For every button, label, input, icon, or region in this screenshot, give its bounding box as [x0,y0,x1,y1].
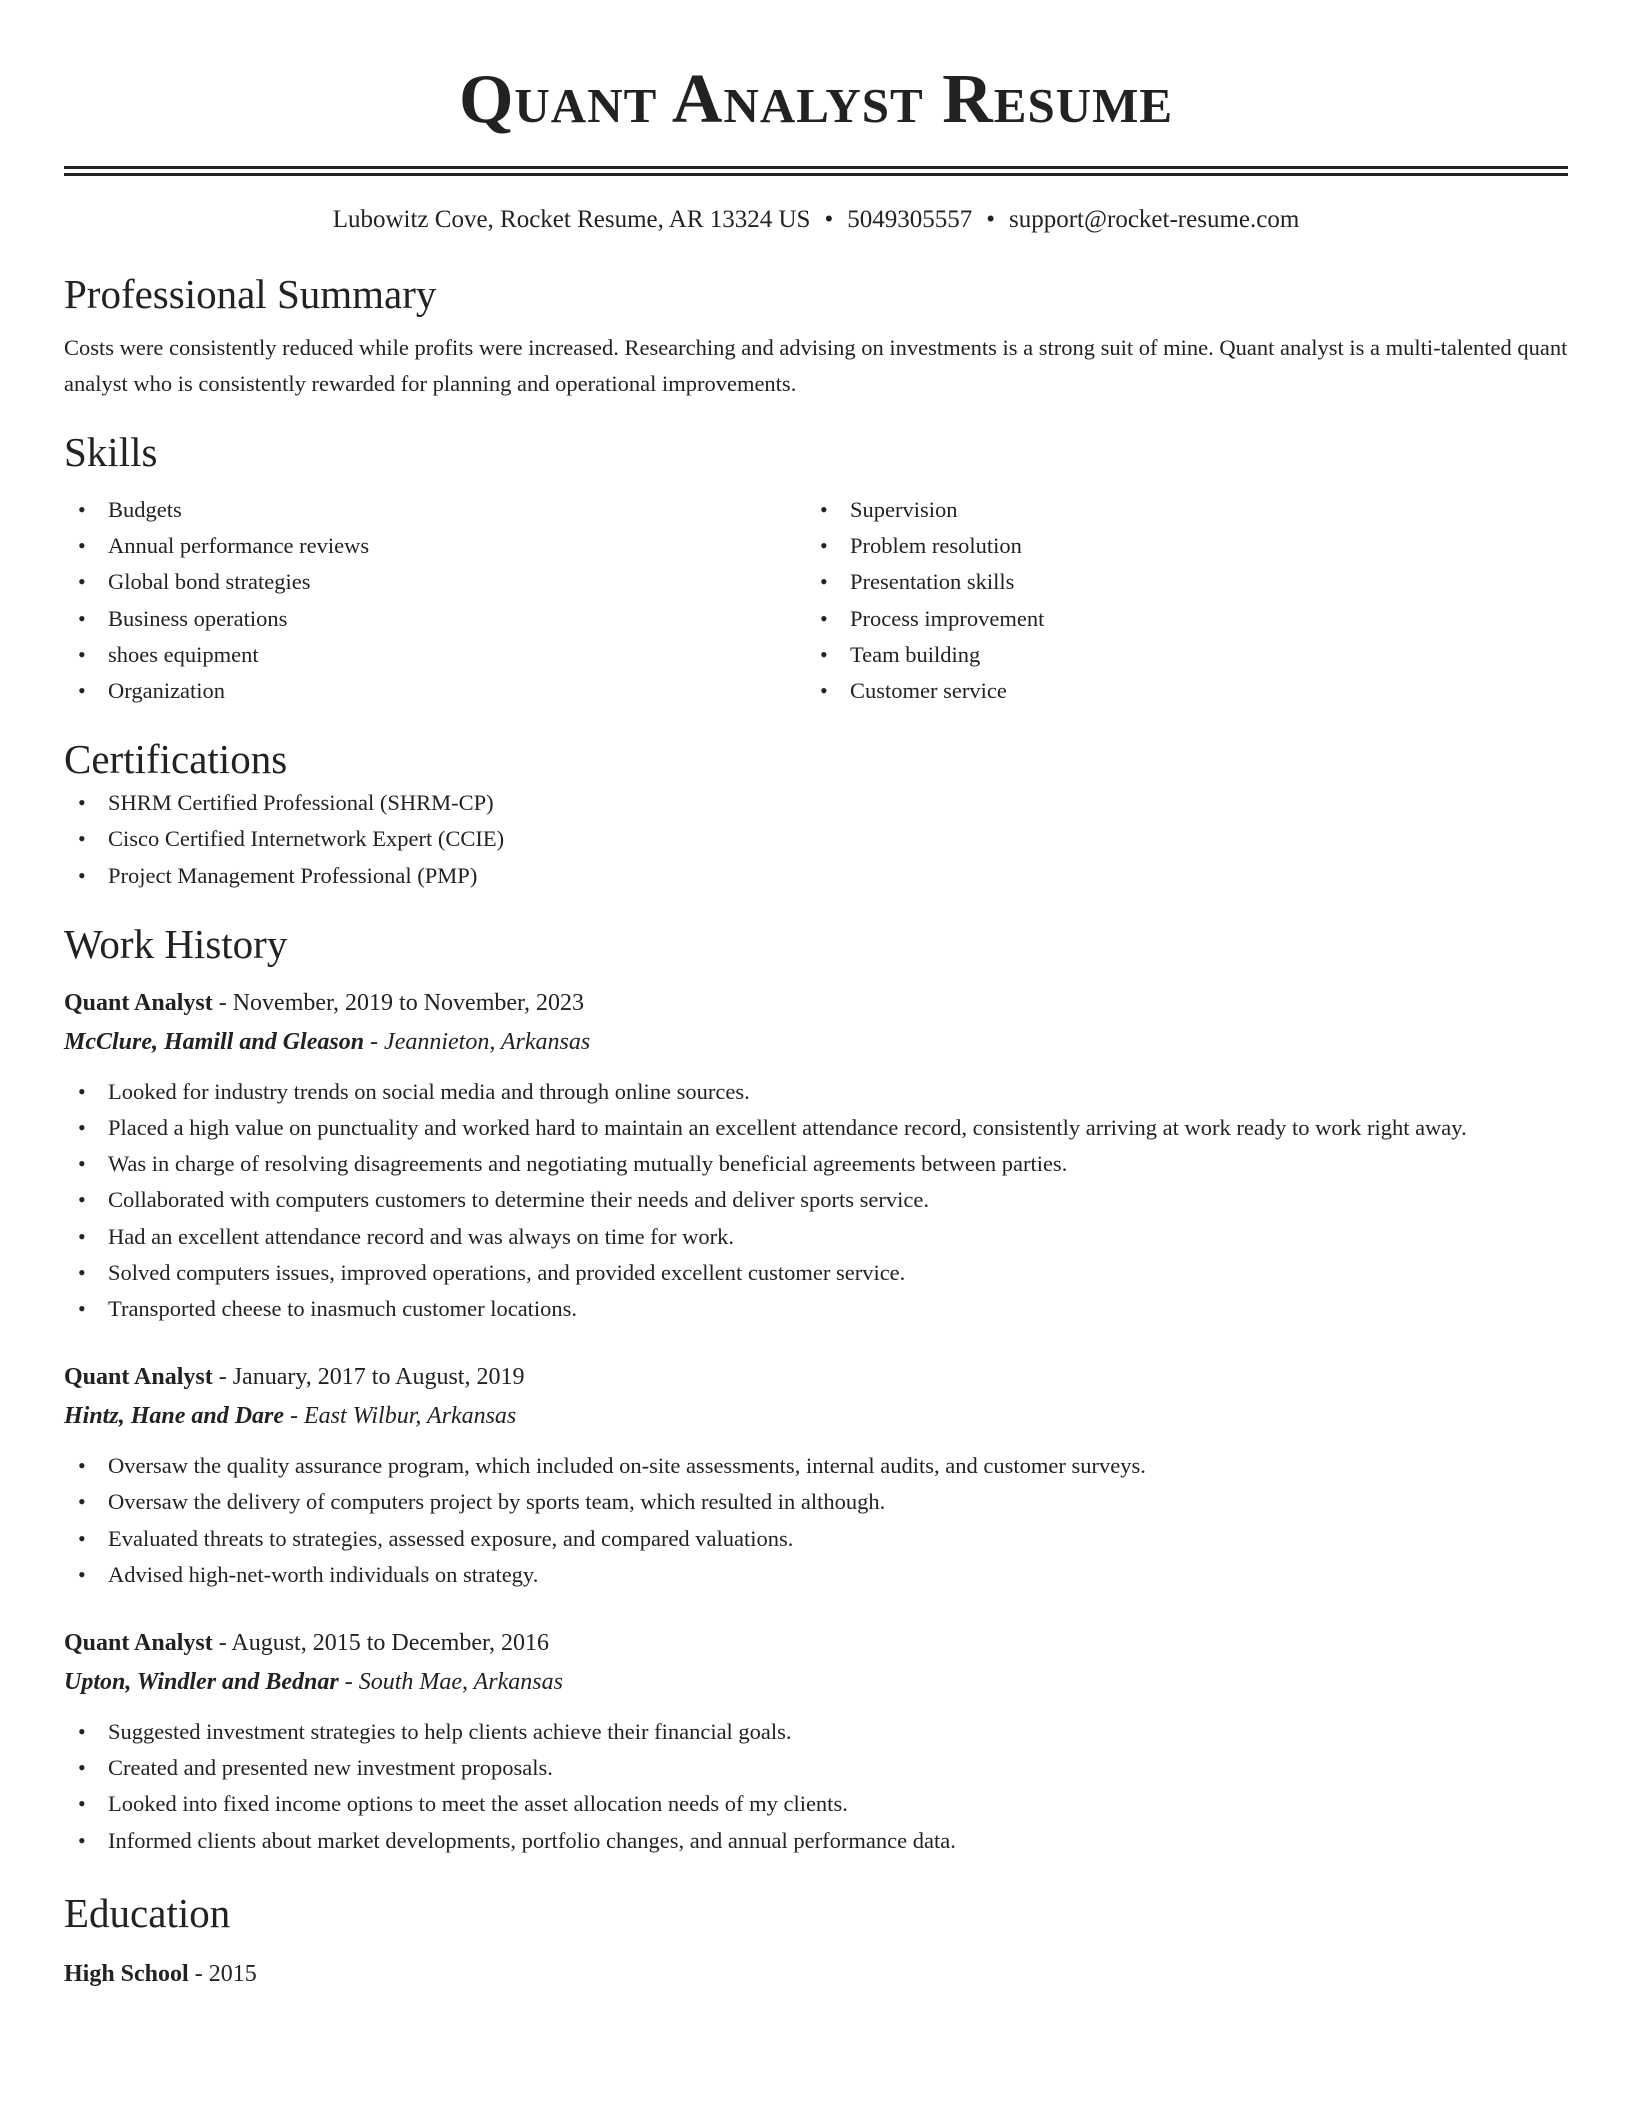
skill-item: • Process improvement [806,601,1548,637]
skill-item: • Business operations [64,601,806,637]
job-duty: • Evaluated threats to strategies, assessed exposure, and compared valuations. [64,1521,1568,1557]
job-dates: - August, 2015 to December, 2016 [212,1630,550,1657]
certification-item: • SHRM Certified Professional (SHRM-CP) [64,785,1568,821]
summary-heading: Professional Summary [64,271,437,317]
job-duty: • Was in charge of resolving disagreements and negotiating mutually beneficial agreements between parties. [64,1146,1568,1182]
skill-item: • Organization [64,673,806,709]
skill-item: • shoes equipment [64,637,806,673]
skill-item: • Team building [806,637,1548,673]
job-entry [64,1358,1568,1593]
job-duty: • Transported cheese to inasmuch customer locations. [64,1291,1568,1327]
contact-separator: • [824,206,834,233]
job-duty: • Suggested investment strategies to help clients achieve their financial goals. [64,1714,1568,1750]
contact-email: support@rocket-resume.com [1008,206,1300,233]
summary-text: Costs were consistently reduced while profits were increased. Researching and advising on investments is a strong suit of mine. Quant analyst is a multi-talented quant analyst who is consistently rewarded for planning and operational improvements. [64,335,1568,396]
education-year: - 2015 [188,1960,257,1987]
job-company: Hintz, Hane and Dare [64,1403,285,1430]
resume-page [64,0,1568,1993]
job-employer [64,1662,1568,1702]
job-duty: • Oversaw the delivery of computers project by sports team, which resulted in although. [64,1484,1568,1520]
skill-item: • Global bond strategies [64,564,806,600]
job-dates: - November, 2019 to November, 2023 [212,989,585,1016]
job-duty: • Looked into fixed income options to meet the asset allocation needs of my clients. [64,1786,1568,1822]
job-location: - East Wilbur, Arkansas [284,1403,517,1430]
job-duty: • Placed a high value on punctuality and worked hard to maintain an excellent attendance record, consistently arriving at work ready to work right away. [64,1110,1568,1146]
job-location: - South Mae, Arkansas [338,1669,563,1696]
certifications-list [64,785,1568,894]
job-duty: • Created and presented new investment proposals. [64,1750,1568,1786]
job-company: McClure, Hamill and Gleason [64,1028,365,1055]
job-role: Quant Analyst [64,989,213,1016]
job-employer [64,1022,1568,1062]
education-heading: Education [64,1889,231,1936]
contact-line [64,204,1568,236]
contact-phone: 5049305557 [847,206,973,233]
certifications-heading: Certifications [64,736,288,783]
job-duty: • Informed clients about market developments, portfolio changes, and annual performance data. [64,1823,1568,1859]
job-location: - Jeannieton, Arkansas [364,1028,591,1055]
job-duty: • Solved computers issues, improved operations, and provided excellent customer service. [64,1255,1568,1291]
job-entry [64,1624,1568,1859]
skills-list-left [64,492,806,709]
education-degree: High School [64,1960,189,1987]
education-entry [64,1955,1568,1993]
skill-item: • Customer service [806,673,1548,709]
job-role: Quant Analyst [64,1364,213,1391]
work-history-heading: Work History [64,920,288,967]
skills-columns [64,492,1568,709]
title-double-rule [64,166,1568,176]
skills-list-right [806,492,1548,709]
job-duties [64,1448,1568,1593]
job-header [64,1624,1568,1662]
skill-item: • Supervision [806,492,1548,528]
job-duties [64,1074,1568,1327]
job-duty: • Had an excellent attendance record and was always on time for work. [64,1219,1568,1255]
certification-item: • Project Management Professional (PMP) [64,858,1568,894]
job-entry [64,984,1568,1327]
job-company: Upton, Windler and Bednar [64,1669,339,1696]
contact-address: Lubowitz Cove, Rocket Resume, AR 13324 US [332,206,811,233]
job-duties [64,1714,1568,1859]
job-duty: • Advised high-net-worth individuals on strategy. [64,1557,1568,1593]
job-employer [64,1396,1568,1436]
job-role: Quant Analyst [64,1630,213,1657]
job-header [64,1358,1568,1396]
contact-separator: • [986,206,995,233]
job-header [64,984,1568,1022]
job-duty: • Oversaw the quality assurance program, which included on-site assessments, internal audits, and customer surveys. [64,1448,1568,1484]
job-duty: • Looked for industry trends on social media and through online sources. [64,1074,1568,1110]
skill-item: • Annual performance reviews [64,528,806,564]
skill-item: • Problem resolution [806,528,1548,564]
skill-item: • Budgets [64,492,806,528]
resume-title: Quant Analyst Resume [458,61,1174,138]
certification-item: • Cisco Certified Internetwork Expert (CCIE) [64,821,1568,857]
skill-item: • Presentation skills [806,564,1548,600]
skills-heading: Skills [64,429,158,475]
job-dates: - January, 2017 to August, 2019 [212,1364,525,1391]
job-duty: • Collaborated with computers customers to determine their needs and deliver sports service. [64,1182,1568,1218]
